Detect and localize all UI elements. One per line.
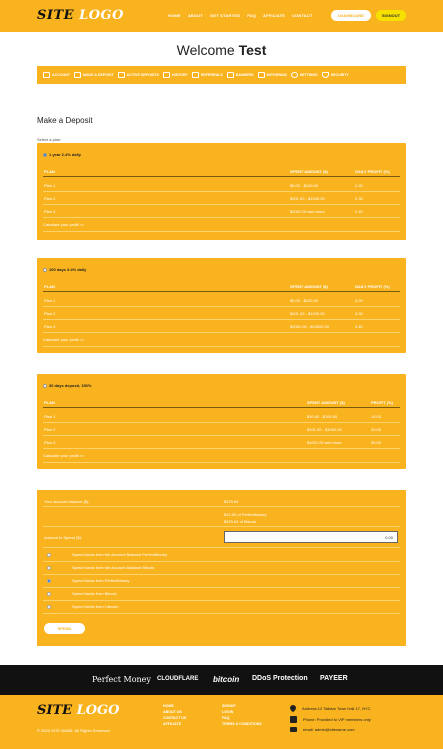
row-profit: 20.00 bbox=[371, 427, 382, 432]
calculate-profit-link[interactable]: Calculate your profit >> bbox=[43, 453, 85, 458]
tab-label: ACCOUNT bbox=[52, 73, 70, 77]
table-row bbox=[43, 179, 400, 192]
tab-label: SETTINGS bbox=[299, 73, 318, 77]
divider bbox=[43, 600, 400, 601]
col-profit: DAILY PROFIT (%) bbox=[355, 284, 390, 289]
footer-email bbox=[290, 727, 355, 732]
address-text: Address:12 Tallstar Town Hall 17, NYC bbox=[302, 705, 371, 711]
plan-table bbox=[43, 280, 400, 350]
divider bbox=[43, 613, 400, 614]
tab-label: ACTIVE DEPOSITS bbox=[126, 73, 160, 77]
tab-label: MAKE A DEPOSIT bbox=[82, 73, 114, 77]
plan-title[interactable] bbox=[43, 267, 86, 272]
row-plan: Plan 3 bbox=[44, 324, 56, 329]
envelope-icon bbox=[290, 727, 297, 732]
option-radio[interactable] bbox=[47, 579, 51, 583]
tab-active-deposits[interactable] bbox=[118, 72, 159, 78]
tab-account[interactable] bbox=[43, 72, 70, 78]
row-profit: 2.40 bbox=[355, 209, 363, 214]
row-profit: 2.20 bbox=[355, 183, 363, 188]
balance-value: $375.64 bbox=[224, 499, 239, 504]
footer-link-login[interactable]: LOGIN bbox=[222, 710, 234, 714]
footer-link-terms[interactable]: TERMS & CONDITIONS bbox=[222, 722, 262, 726]
row-plan: Plan 1 bbox=[44, 414, 56, 419]
option-radio[interactable] bbox=[47, 605, 51, 609]
divider bbox=[43, 574, 400, 575]
row-amount: $1001.00 - $10000.00 bbox=[290, 324, 330, 329]
copyright: © 2020 SITE NAME. All Rights Reserved bbox=[37, 728, 110, 733]
plan-title-text: 30 days deposit, 150% bbox=[49, 383, 92, 388]
payment-option[interactable] bbox=[47, 552, 167, 557]
tab-banners[interactable] bbox=[227, 72, 254, 78]
account-icon bbox=[43, 72, 50, 78]
dashboard-button[interactable]: DASHBOARD bbox=[331, 10, 371, 21]
balance-label: Your account balance ($): bbox=[44, 499, 90, 504]
col-amount: SPENT AMOUNT ($) bbox=[290, 169, 328, 174]
payment-option[interactable] bbox=[47, 591, 117, 596]
withdraw-icon bbox=[258, 72, 265, 78]
col-amount: SPENT AMOUNT ($) bbox=[290, 284, 328, 289]
row-amount: $1001.00 and more bbox=[307, 440, 342, 445]
nav-get-started[interactable]: GET STARTED bbox=[210, 13, 241, 18]
footer-link-affiliate[interactable]: AFFILIATE bbox=[163, 722, 182, 726]
row-profit: 3.40 bbox=[355, 324, 363, 329]
footer-link-faq[interactable]: FAQ bbox=[222, 716, 230, 720]
table-row bbox=[43, 205, 400, 218]
plan-radio[interactable] bbox=[43, 153, 47, 157]
tab-label: BANNERS bbox=[235, 73, 254, 77]
option-radio[interactable] bbox=[47, 592, 51, 596]
plan-box-2 bbox=[37, 258, 406, 353]
row-profit: 2.30 bbox=[355, 196, 363, 201]
nav-home[interactable]: HOME bbox=[168, 13, 181, 18]
table-row bbox=[43, 436, 400, 449]
plan-table bbox=[43, 396, 400, 466]
footer-phone bbox=[290, 716, 371, 723]
footer-link-about[interactable]: ABOUT US bbox=[163, 710, 182, 714]
site-logo[interactable] bbox=[37, 8, 124, 23]
row-amount: $10.00 - $100.00 bbox=[307, 414, 338, 419]
divider bbox=[43, 462, 400, 463]
logo-accent-text: LOGO bbox=[79, 8, 124, 23]
plan-table-header bbox=[43, 396, 400, 408]
cloudflare-logo: CLOUDFLARE bbox=[157, 676, 199, 682]
divider bbox=[43, 346, 400, 347]
tab-settings[interactable] bbox=[291, 72, 318, 78]
balance-detail-perfectmoney: $12.00 of PerfectMoney bbox=[224, 512, 267, 517]
row-amount: $0.00 - $100.00 bbox=[290, 298, 319, 303]
divider bbox=[43, 561, 400, 562]
table-row bbox=[43, 423, 400, 436]
phone-text: Phone: Provided to VIP members only bbox=[303, 717, 371, 722]
option-label: Spend funds from the Account Balance Bitcoin bbox=[72, 565, 155, 570]
row-plan: Plan 1 bbox=[44, 183, 56, 188]
main-nav bbox=[168, 13, 313, 18]
table-row bbox=[43, 320, 400, 333]
deposit-icon bbox=[74, 72, 81, 78]
tab-label: HISTORY bbox=[172, 73, 188, 77]
balance-detail-bitcoin: $375.64 of Bitcoin bbox=[224, 519, 257, 524]
divider bbox=[43, 506, 400, 507]
plan-table bbox=[43, 165, 400, 235]
phone-icon bbox=[290, 716, 297, 723]
row-amount: $101.00 - $1000.00 bbox=[307, 427, 342, 432]
row-plan: Plan 2 bbox=[44, 196, 56, 201]
plan-title[interactable] bbox=[43, 152, 81, 157]
plan-table-header bbox=[43, 165, 400, 177]
bitcoin-logo: bitcoin bbox=[213, 675, 240, 684]
footer-link-contact[interactable]: CONTACT US bbox=[163, 716, 187, 720]
settings-icon bbox=[291, 72, 298, 78]
footer-address bbox=[290, 705, 371, 711]
col-plan: PLAN bbox=[44, 169, 55, 174]
amount-input[interactable]: 0.00 bbox=[224, 531, 398, 543]
divider bbox=[43, 587, 400, 588]
footer-link-home[interactable]: HOME bbox=[163, 704, 174, 708]
payment-option[interactable] bbox=[47, 565, 155, 570]
tab-label: SECURITY bbox=[330, 73, 349, 77]
nav-affiliate[interactable]: AFFILIATE bbox=[263, 13, 285, 18]
signout-button[interactable]: SIGNOUT bbox=[376, 10, 406, 21]
footer-link-signup[interactable]: SIGNUP bbox=[222, 704, 236, 708]
col-profit: PROFIT (%) bbox=[371, 400, 393, 405]
banners-icon bbox=[227, 72, 234, 78]
row-amount: $101.00 - $1000.00 bbox=[290, 196, 325, 201]
nav-contact[interactable]: CONTACT bbox=[291, 13, 313, 18]
plan-title-text: 100 days 3.4% daily bbox=[49, 267, 87, 272]
divider bbox=[43, 526, 400, 527]
welcome-heading bbox=[0, 42, 443, 58]
table-row bbox=[43, 192, 400, 205]
row-plan: Plan 2 bbox=[44, 311, 56, 316]
plan-table-header bbox=[43, 280, 400, 292]
select-plan-label: Select a plan: bbox=[37, 137, 62, 142]
col-plan: PLAN bbox=[44, 400, 55, 405]
row-plan: Plan 3 bbox=[44, 440, 56, 445]
plan-title[interactable] bbox=[43, 383, 91, 388]
tab-security[interactable] bbox=[322, 72, 349, 78]
tab-label: REFERRALS bbox=[200, 73, 223, 77]
nav-about[interactable]: ABOUT bbox=[187, 13, 204, 18]
footer-links-col-2 bbox=[222, 704, 262, 726]
perfect-money-logo: Perfect Money bbox=[92, 675, 151, 684]
option-radio[interactable] bbox=[47, 566, 51, 570]
row-profit: 3.30 bbox=[355, 311, 363, 316]
row-amount: $0.00 - $100.00 bbox=[290, 183, 319, 188]
tab-make-deposit[interactable] bbox=[74, 72, 114, 78]
security-icon bbox=[322, 72, 329, 78]
col-amount: SPENT AMOUNT ($) bbox=[307, 400, 345, 405]
amount-label: Amount to Spend ($): bbox=[44, 535, 83, 540]
welcome-prefix: Welcome bbox=[176, 42, 235, 58]
option-label: Spend funds from Bitcoin bbox=[72, 591, 117, 596]
divider bbox=[43, 547, 400, 548]
page-title: Make a Deposit bbox=[37, 116, 93, 125]
option-label: Spend funds from the Account Balance PerfectMoney bbox=[72, 552, 167, 557]
payeer-logo: PAYEER bbox=[320, 675, 348, 682]
site-footer bbox=[0, 695, 443, 749]
active-deposits-icon bbox=[118, 72, 125, 78]
table-row bbox=[43, 294, 400, 307]
row-plan: Plan 2 bbox=[44, 427, 56, 432]
deposit-form bbox=[37, 490, 406, 646]
account-tabs bbox=[37, 66, 406, 84]
logo-main-text: SITE bbox=[37, 703, 73, 718]
row-amount: $101.00 - $1000.00 bbox=[290, 311, 325, 316]
location-pin-icon bbox=[289, 704, 297, 712]
plan-radio[interactable] bbox=[43, 268, 47, 272]
col-plan: PLAN bbox=[44, 284, 55, 289]
col-profit: DAILY PROFIT (%) bbox=[355, 169, 390, 174]
site-header bbox=[0, 0, 443, 32]
row-plan: Plan 3 bbox=[44, 209, 56, 214]
table-row bbox=[43, 410, 400, 423]
plan-radio[interactable] bbox=[43, 384, 47, 388]
spend-button[interactable]: SPEND bbox=[44, 623, 85, 634]
logo-main-text: SITE bbox=[37, 8, 75, 23]
tab-history[interactable] bbox=[163, 72, 188, 78]
calculate-profit-link[interactable]: Calculate your profit >> bbox=[43, 337, 85, 342]
row-profit: 30.00 bbox=[371, 440, 382, 445]
row-amount: $1001.00 and more bbox=[290, 209, 325, 214]
calculate-profit-link[interactable]: Calculate your profit >> bbox=[43, 222, 85, 227]
option-label: Spend funds from Litecoin bbox=[72, 604, 119, 609]
tab-withdraw[interactable] bbox=[258, 72, 287, 78]
option-radio[interactable] bbox=[47, 553, 51, 557]
tab-referrals[interactable] bbox=[192, 72, 223, 78]
logo-accent-text: LOGO bbox=[76, 703, 120, 718]
row-plan: Plan 1 bbox=[44, 298, 56, 303]
footer-links-col-1 bbox=[163, 704, 186, 726]
payment-logos-bar bbox=[0, 665, 443, 695]
plan-box-1 bbox=[37, 143, 406, 240]
payment-option[interactable] bbox=[47, 578, 130, 583]
ddos-protection-logo: DDoS Protection bbox=[252, 675, 308, 682]
table-row bbox=[43, 307, 400, 320]
plan-box-3 bbox=[37, 374, 406, 469]
row-profit: 3.20 bbox=[355, 298, 363, 303]
tab-label: WITHDRAW bbox=[266, 73, 287, 77]
row-profit: 10.00 bbox=[371, 414, 382, 419]
option-label: Spend funds from PerfectMoney bbox=[72, 578, 130, 583]
history-icon bbox=[163, 72, 170, 78]
footer-logo[interactable] bbox=[37, 703, 120, 718]
payment-option[interactable] bbox=[47, 604, 119, 609]
referrals-icon bbox=[192, 72, 199, 78]
email-text[interactable]: email: admin@sitename.com bbox=[303, 727, 355, 732]
nav-faq[interactable]: FAQ bbox=[247, 13, 257, 18]
welcome-username: Test bbox=[238, 42, 267, 58]
plan-title-text: 1 year 2.4% daily bbox=[49, 152, 82, 157]
divider bbox=[43, 231, 400, 232]
